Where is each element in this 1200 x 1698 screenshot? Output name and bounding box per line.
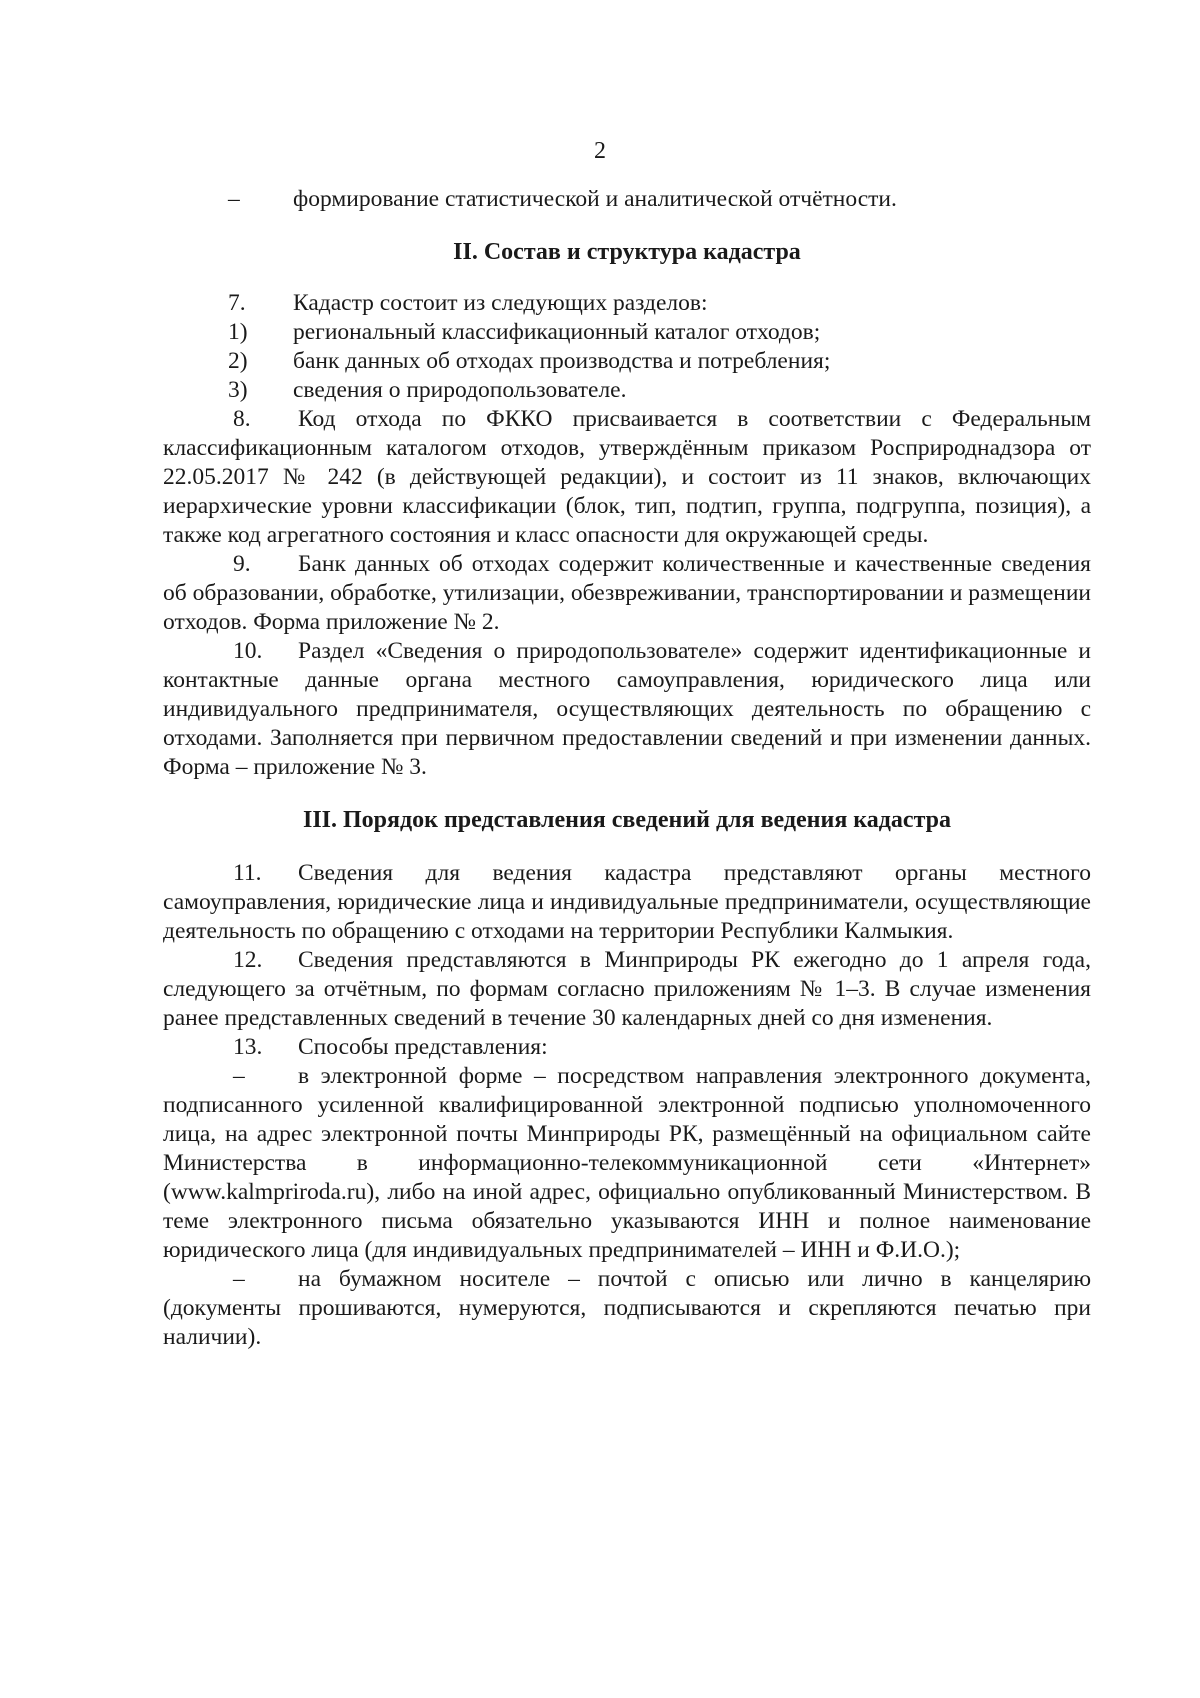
item-text: Банк данных об отходах содержит количественные и качественные сведения об образовании, обработке, утилизации, обезвреживании, транспортировании и размещении отходов. Форма приложение № 2.	[163, 551, 1091, 635]
item-text: Способы представления:	[298, 1034, 548, 1060]
subitem-1	[163, 318, 1091, 347]
dash-item-text: формирование статистической и аналитической отчётности.	[293, 186, 897, 212]
item-number: 10.	[233, 638, 263, 664]
method-electronic	[163, 1062, 1091, 1265]
section-3-heading: III. Порядок представления сведений для ведения кадастра	[302, 807, 951, 833]
subitem-2	[163, 347, 1091, 376]
subitem-number: 2)	[228, 348, 248, 374]
method-text: в электронной форме – посредством направления электронного документа, подписанного усиленной квалифицированной электронной подписью уполномоченного лица, на адрес электронной почты Минприроды РК, размещённый на официальном сайте Министерства в информационно-телекоммуникационной сети «Интернет» (www.kalmpriroda.ru), либо на иной адрес, официально опубликованный Министерством. В теме электронного письма обязательно указываются ИНН и полное наименование юридического лица (для индивидуальных предпринимателей – ИНН и Ф.И.О.);	[163, 1063, 1091, 1263]
method-paper	[163, 1265, 1091, 1352]
item-11-paragraph	[163, 859, 1091, 946]
dash-marker: –	[233, 1063, 245, 1089]
page-number: 2	[594, 138, 606, 164]
item-number: 7.	[228, 290, 246, 316]
item-7	[163, 289, 1091, 318]
subitem-3	[163, 376, 1091, 405]
subitem-text: банк данных об отходах производства и потребления;	[293, 348, 831, 374]
item-text: Раздел «Сведения о природопользователе» содержит идентификационные и контактные данные органа местного самоуправления, юридического лица или индивидуального предпринимателя, осуществляющих деятельность по обращению с отходами. Заполняется при первичном предоставлении сведений и при изменении данных. Форма – приложение № 3.	[163, 638, 1091, 780]
item-text: Кадастр состоит из следующих разделов:	[293, 290, 708, 316]
subitem-text: региональный классификационный каталог отходов;	[293, 319, 821, 345]
item-number: 9.	[233, 551, 251, 577]
document-body	[163, 185, 1091, 1352]
item-text: Код отхода по ФККО присваивается в соответствии с Федеральным классификационным каталогом отходов, утверждённым приказом Росприроднадзора от 22.05.2017 № 242 (в действующей редакции), и состоит из 11 знаков, включающих иерархические уровни классификации (блок, тип, подтип, группа, подгруппа, позиция), а также код агрегатного состояния и класс опасности для окружающей среды.	[163, 406, 1091, 548]
item-number: 12.	[233, 947, 263, 973]
item-number: 13.	[233, 1034, 263, 1060]
item-8-paragraph	[163, 405, 1091, 550]
item-number: 11.	[233, 860, 262, 886]
item-9-paragraph	[163, 550, 1091, 637]
intro-dash-item	[163, 185, 1091, 214]
item-10-paragraph	[163, 637, 1091, 782]
dash-marker: –	[228, 186, 240, 212]
subitem-number: 3)	[228, 377, 248, 403]
subitem-text: сведения о природопользователе.	[293, 377, 627, 403]
dash-marker: –	[233, 1266, 245, 1292]
subitem-number: 1)	[228, 319, 248, 345]
item-text: Сведения для ведения кадастра представляют органы местного самоуправления, юридические лица и индивидуальные предприниматели, осуществляющие деятельность по обращению с отходами на территории Республики Калмыкия.	[163, 860, 1091, 944]
item-text: Сведения представляются в Минприроды РК ежегодно до 1 апреля года, следующего за отчётным, по формам согласно приложениям № 1–3. В случае изменения ранее представленных сведений в течение 30 календарных дней со дня изменения.	[163, 947, 1091, 1031]
item-13-paragraph	[163, 1033, 1091, 1062]
section-2-heading: II. Состав и структура кадастра	[453, 239, 801, 265]
item-12-paragraph	[163, 946, 1091, 1033]
method-text: на бумажном носителе – почтой с описью или лично в канцелярию (документы прошиваются, нумеруются, подписываются и скрепляются печатью при наличии).	[163, 1266, 1091, 1350]
item-number: 8.	[233, 406, 251, 432]
